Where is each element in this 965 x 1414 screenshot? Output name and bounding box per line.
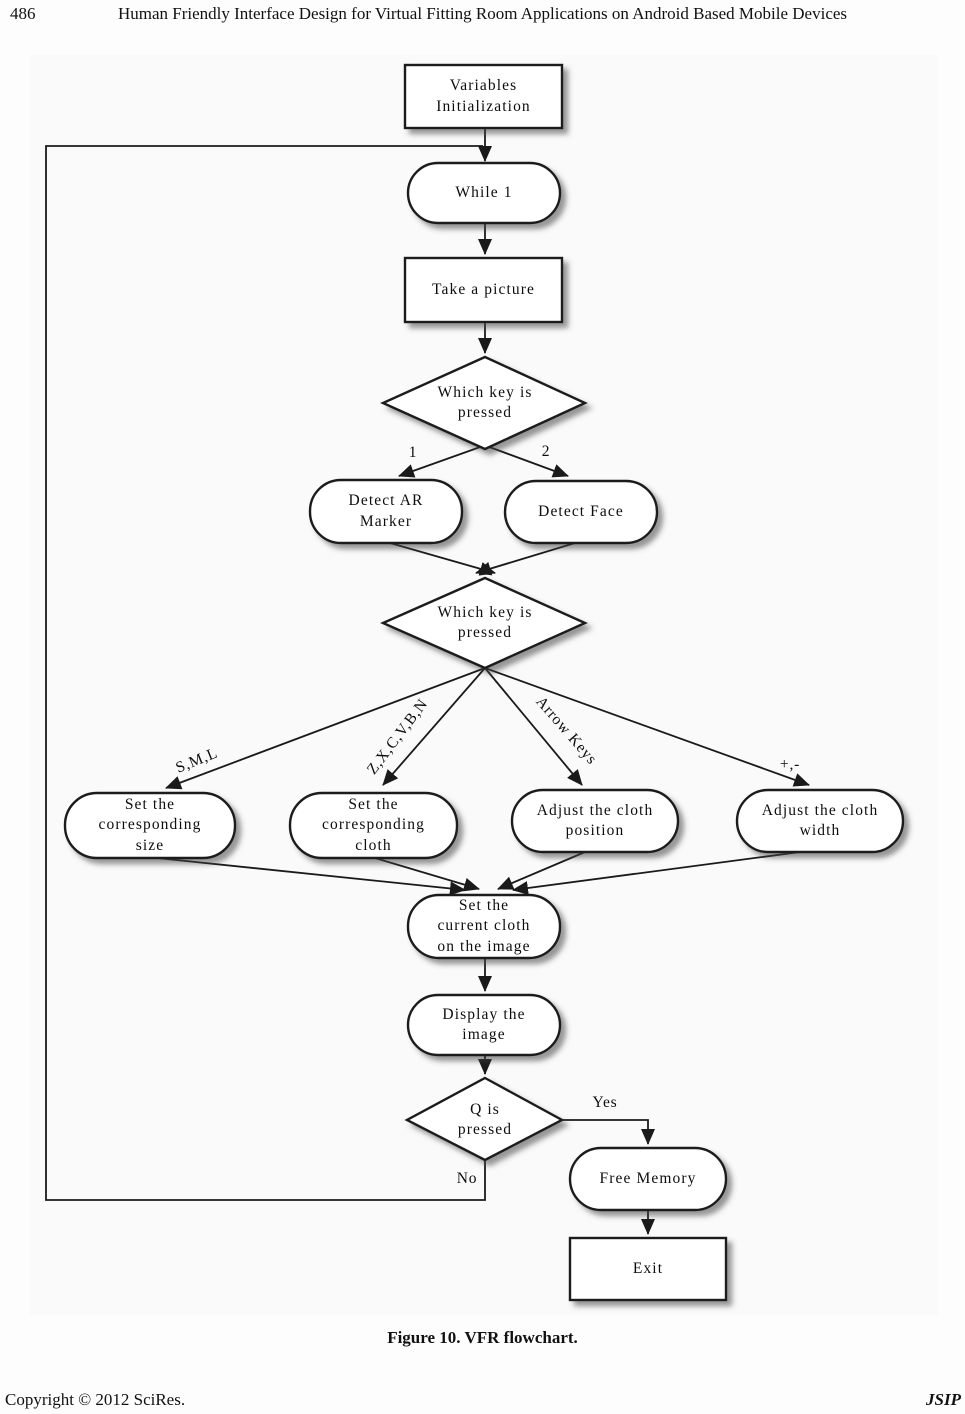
edge-label-no: No [456, 1170, 478, 1187]
node-set-current-cloth-label: Set the current cloth on the image [437, 896, 531, 955]
node-exit-shape [570, 1238, 726, 1300]
node-adjust-position-label: Adjust the cloth position [536, 801, 654, 839]
node-detect-face-label: Detect Face [538, 502, 624, 520]
node-adjust-width-label: Adjust the cloth width [761, 801, 879, 839]
node-free-memory-shape [570, 1148, 726, 1210]
edge-label-key-2: 2 [541, 443, 551, 460]
node-take-picture-shape [405, 258, 562, 322]
node-variables-init-shape [405, 65, 562, 128]
edge-width-to-current [513, 852, 800, 890]
node-which-key-1-label: Which key is pressed [437, 383, 533, 421]
edge-label-plus-minus: +,- [779, 756, 801, 773]
node-detect-ar-label: Detect AR Marker [348, 492, 424, 530]
node-q-pressed-label: Q is pressed [457, 1100, 513, 1138]
edge-setsize-to-current [157, 858, 465, 890]
node-while1-shape [408, 163, 560, 223]
copyright-text: Copyright © 2012 SciRes. [5, 1390, 186, 1409]
flowchart-canvas [30, 55, 938, 1315]
node-take-picture-label: Take a picture [432, 280, 535, 298]
figure-caption: Figure 10. VFR flowchart. [387, 1328, 578, 1347]
vfr-flowchart-figure [30, 55, 938, 1315]
node-display-image-shape [408, 995, 560, 1055]
page-footer [0, 1390, 965, 1414]
node-while1-label: While 1 [455, 183, 513, 201]
flowchart-nodes [65, 65, 903, 1300]
edge-detectface-to-whichkey2 [476, 543, 575, 573]
page-number: 486 [10, 4, 36, 23]
running-title: Human Friendly Interface Design for Virtual Fitting Room Applications on Android Based Mobile Devices [117, 4, 848, 23]
edge-label-zxcvbn: Z,X,C,V,B,N [363, 695, 432, 778]
edge-zxcvbn-to-setcloth [383, 668, 485, 785]
node-which-key-2-label: Which key is pressed [437, 603, 533, 641]
node-exit-label: Exit [632, 1259, 664, 1277]
edge-position-to-current [498, 852, 585, 889]
journal-initials: JSIP [926, 1390, 961, 1409]
node-detect-face-shape [505, 481, 657, 543]
edge-yes-to-freememory [562, 1120, 648, 1144]
node-set-size-label: Set the corresponding size [98, 795, 202, 854]
edge-label-key-1: 1 [408, 444, 418, 461]
edge-label-sml: S,M,L [173, 744, 221, 777]
node-set-cloth-label: Set the corresponding cloth [322, 795, 425, 854]
node-q-pressed-shape [407, 1078, 562, 1160]
node-set-cloth-shape [290, 793, 457, 858]
node-display-image-label: Display the image [442, 1005, 526, 1043]
node-free-memory-label: Free Memory [599, 1169, 697, 1187]
edge-label-yes: Yes [592, 1094, 618, 1111]
node-adjust-width-shape [737, 790, 903, 852]
node-set-current-cloth-shape [408, 895, 560, 958]
edge-sml-to-setsize [166, 668, 485, 788]
node-adjust-position-shape [512, 790, 678, 852]
node-variables-init-label: Variables Initialization [436, 77, 531, 115]
node-detect-ar-shape [310, 480, 462, 543]
node-which-key-2-shape [383, 578, 585, 668]
edge-setcloth-to-current [375, 858, 479, 889]
page-header [0, 4, 965, 28]
node-set-size-shape [65, 793, 235, 858]
edge-detectar-to-whichkey2 [390, 543, 495, 573]
node-which-key-1-shape [383, 357, 585, 449]
edge-label-arrow-keys: Arrow Keys [532, 693, 601, 769]
